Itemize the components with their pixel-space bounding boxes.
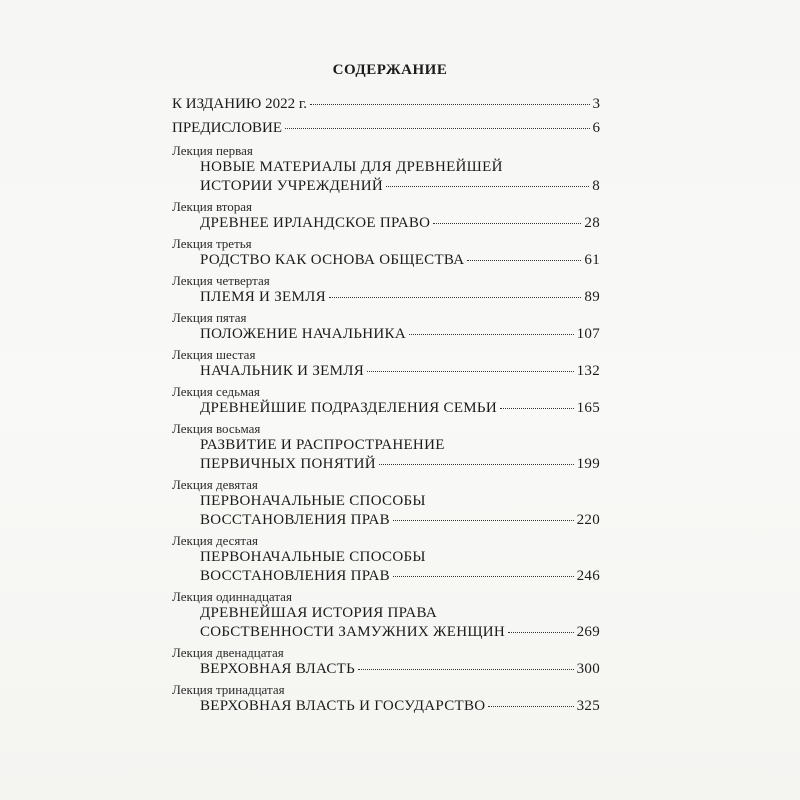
lecture-label: Лекция девятая: [172, 477, 258, 492]
lecture-title: [172, 697, 600, 715]
lecture-entry: [172, 384, 600, 417]
lecture-entry: [172, 347, 600, 380]
dot-leader: [500, 408, 574, 409]
lecture-entry: [172, 421, 600, 473]
lecture-title-line: ПЕРВОНАЧАЛЬНЫЕ СПОСОБЫ: [200, 493, 426, 509]
dot-leader: [310, 104, 589, 105]
lecture-title: [172, 548, 600, 585]
lecture-title-row: [200, 697, 600, 715]
dot-leader: [386, 186, 589, 187]
lecture-title-last-line: ПЛЕМЯ И ЗЕМЛЯ: [200, 289, 326, 305]
lecture-title-row: [200, 567, 600, 585]
lecture-label: Лекция первая: [172, 143, 253, 158]
dot-leader: [367, 371, 574, 372]
lecture-title: [172, 399, 600, 417]
lecture-page-number: 269: [576, 624, 600, 640]
page-title: СОДЕРЖАНИЕ: [332, 62, 448, 78]
toc-entry-title: К ИЗДАНИЮ 2022 г.: [172, 96, 308, 112]
lecture-title-last-line: ПОЛОЖЕНИЕ НАЧАЛЬНИКА: [200, 326, 406, 342]
lecture-page-number: 199: [576, 456, 600, 472]
lecture-page-number: 165: [576, 400, 600, 416]
lecture-label: Лекция десятая: [172, 533, 259, 548]
lecture-title-row: [200, 214, 600, 232]
dot-leader: [508, 632, 574, 633]
lecture-title: [172, 251, 600, 269]
lecture-entry: [172, 273, 600, 306]
lecture-page-number: 28: [584, 215, 600, 231]
lecture-title-last-line: ДРЕВНЕЕ ИРЛАНДСКОЕ ПРАВО: [200, 215, 431, 231]
lecture-title-last-line: ВОССТАНОВЛЕНИЯ ПРАВ: [200, 512, 390, 528]
lecture-entry: [172, 236, 600, 269]
lecture-title-row: [200, 362, 600, 380]
lecture-title: [172, 362, 600, 380]
lecture-title-row: [200, 399, 600, 417]
lecture-title-line: РАЗВИТИЕ И РАСПРОСТРАНЕНИЕ: [200, 437, 445, 453]
lecture-entry: [172, 310, 600, 343]
lecture-title-last-line: ВЕРХОВНАЯ ВЛАСТЬ И ГОСУДАРСТВО: [200, 698, 486, 714]
lecture-title-row: [200, 623, 600, 641]
dot-leader: [409, 334, 574, 335]
lecture-page-number: 61: [584, 252, 600, 268]
lecture-title: [172, 436, 600, 473]
lecture-label: Лекция двенадцатая: [172, 645, 284, 660]
table-of-contents: [172, 62, 600, 715]
lecture-title-last-line: СОБСТВЕННОСТИ ЗАМУЖНИХ ЖЕНЩИН: [200, 624, 506, 640]
lecture-page-number: 325: [576, 698, 600, 714]
lecture-title-last-line: НАЧАЛЬНИК И ЗЕМЛЯ: [200, 363, 365, 379]
lecture-page-number: 300: [576, 661, 600, 677]
dot-leader: [329, 297, 581, 298]
lecture-title: [172, 288, 600, 306]
dot-leader: [358, 669, 574, 670]
lecture-title: [172, 325, 600, 343]
toc-entry: [172, 95, 600, 113]
lecture-title-row: [200, 251, 600, 269]
dot-leader: [379, 464, 574, 465]
dot-leader: [488, 706, 573, 707]
lecture-title: [172, 604, 600, 641]
lecture-entry: [172, 477, 600, 529]
lecture-label: Лекция шестая: [172, 347, 256, 362]
lecture-list: [172, 143, 600, 715]
lecture-title: [172, 158, 600, 195]
toc-entry-page: 3: [592, 96, 600, 112]
lecture-entry: [172, 589, 600, 641]
lecture-entry: [172, 645, 600, 678]
lecture-title-last-line: ВОССТАНОВЛЕНИЯ ПРАВ: [200, 568, 390, 584]
lecture-label: Лекция третья: [172, 236, 252, 251]
dot-leader: [393, 520, 574, 521]
lecture-title: [172, 660, 600, 678]
lecture-page-number: 107: [576, 326, 600, 342]
lecture-page-number: 246: [576, 568, 600, 584]
lecture-page-number: 89: [584, 289, 600, 305]
lecture-entry: [172, 143, 600, 195]
toc-entry: [172, 119, 600, 137]
lecture-page-number: 8: [592, 178, 600, 194]
lecture-title-last-line: РОДСТВО КАК ОСНОВА ОБЩЕСТВА: [200, 252, 465, 268]
lecture-title-line: ПЕРВОНАЧАЛЬНЫЕ СПОСОБЫ: [200, 549, 426, 565]
dot-leader: [393, 576, 574, 577]
dot-leader: [467, 260, 581, 261]
lecture-title-row: [200, 660, 600, 678]
lecture-entry: [172, 199, 600, 232]
lecture-title-row: [200, 177, 600, 195]
lecture-label: Лекция пятая: [172, 310, 247, 325]
lecture-label: Лекция тринадцатая: [172, 682, 285, 697]
lecture-title-row: [200, 511, 600, 529]
lecture-title: [172, 492, 600, 529]
dot-leader: [433, 223, 581, 224]
lecture-title-last-line: ВЕРХОВНАЯ ВЛАСТЬ: [200, 661, 356, 677]
dot-leader: [285, 128, 589, 129]
lecture-label: Лекция вторая: [172, 199, 253, 214]
lecture-title-last-line: ПЕРВИЧНЫХ ПОНЯТИЙ: [200, 456, 376, 472]
lecture-title-row: [200, 325, 600, 343]
lecture-page-number: 132: [576, 363, 600, 379]
lecture-title-last-line: ИСТОРИИ УЧРЕЖДЕНИЙ: [200, 178, 383, 194]
lecture-title-last-line: ДРЕВНЕЙШИЕ ПОДРАЗДЕЛЕНИЯ СЕМЬИ: [200, 400, 497, 416]
lecture-title-row: [200, 288, 600, 306]
lecture-page-number: 220: [576, 512, 600, 528]
toc-entry-page: 6: [592, 120, 600, 136]
lecture-label: Лекция восьмая: [172, 421, 261, 436]
lecture-title: [172, 214, 600, 232]
lecture-title-line: НОВЫЕ МАТЕРИАЛЫ ДЛЯ ДРЕВНЕЙШЕЙ: [200, 159, 503, 175]
lecture-label: Лекция одиннадцатая: [172, 589, 292, 604]
lecture-entry: [172, 682, 600, 715]
lecture-entry: [172, 533, 600, 585]
lecture-title-row: [200, 455, 600, 473]
lecture-title-line: ДРЕВНЕЙШАЯ ИСТОРИЯ ПРАВА: [200, 605, 438, 621]
lecture-label: Лекция седьмая: [172, 384, 260, 399]
toc-entry-title: ПРЕДИСЛОВИЕ: [172, 120, 283, 136]
lecture-label: Лекция четвертая: [172, 273, 270, 288]
